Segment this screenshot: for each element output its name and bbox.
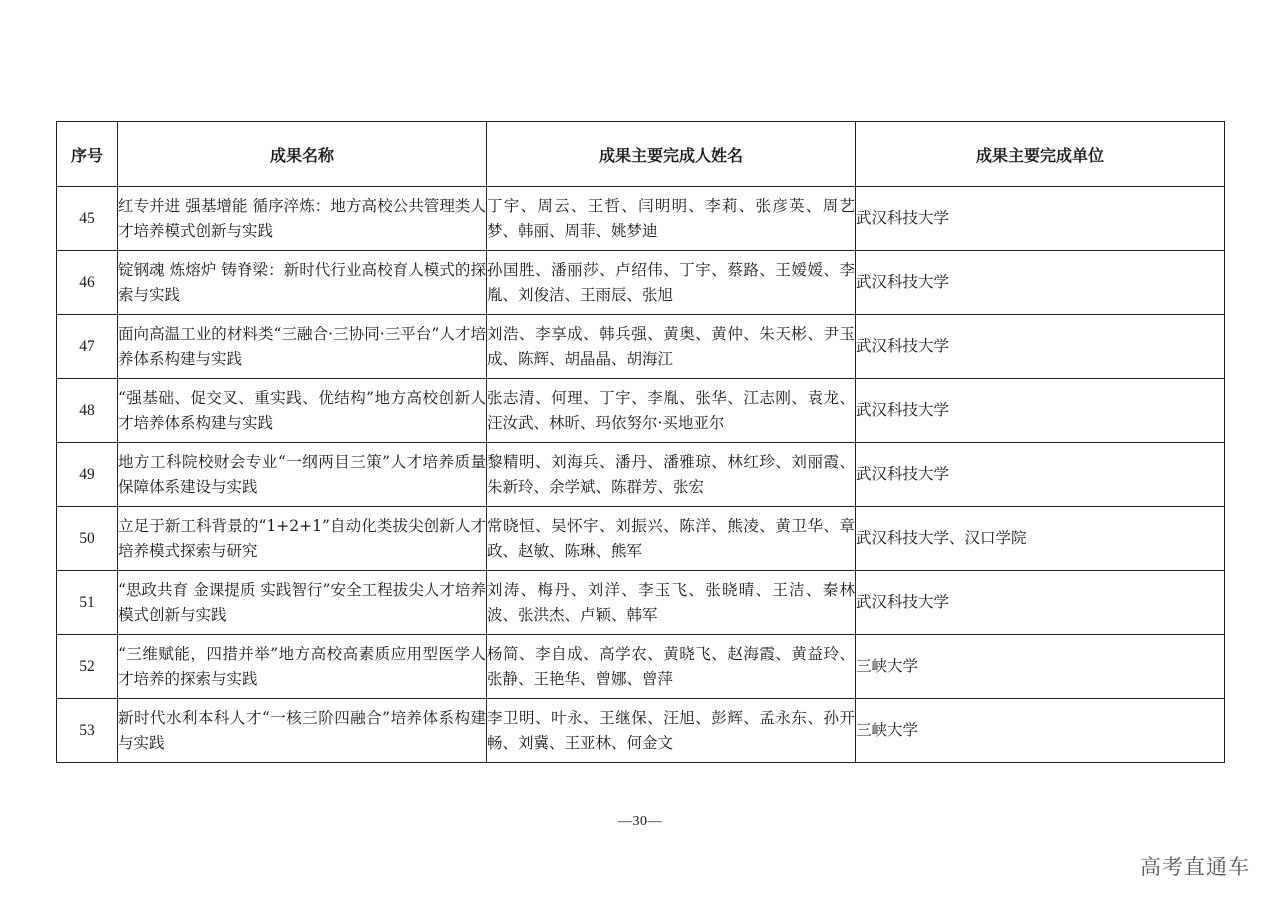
table-header-row (57, 122, 1225, 187)
row-achievement-name: 新时代水利本科人才“一核三阶四融合”培养体系构建与实践 (118, 699, 487, 763)
row-institution: 三峡大学 (856, 699, 1225, 763)
row-contributors: 刘涛、梅丹、刘洋、李玉飞、张晓晴、王洁、秦林波、张洪杰、卢颖、韩军 (487, 571, 856, 635)
row-index: 51 (57, 571, 118, 635)
row-achievement-name: 立足于新工科背景的“1+2+1”自动化类拔尖创新人才培养模式探索与研究 (118, 507, 487, 571)
row-achievement-name: 锭钢魂 炼熔炉 铸脊梁：新时代行业高校育人模式的探索与实践 (118, 251, 487, 315)
row-achievement-name: 地方工科院校财会专业“一纲两目三策”人才培养质量保障体系建设与实践 (118, 443, 487, 507)
table-row (57, 251, 1225, 315)
row-institution: 武汉科技大学 (856, 315, 1225, 379)
row-contributors: 黎精明、刘海兵、潘丹、潘雅琼、林红珍、刘丽霞、朱新玲、余学斌、陈群芳、张宏 (487, 443, 856, 507)
row-institution: 武汉科技大学 (856, 443, 1225, 507)
row-index: 52 (57, 635, 118, 699)
row-institution: 武汉科技大学 (856, 379, 1225, 443)
header-institution: 成果主要完成单位 (856, 122, 1225, 187)
row-contributors: 张志清、何理、丁宇、李胤、张华、江志刚、袁龙、汪汝武、林昕、玛依努尔·买地亚尔 (487, 379, 856, 443)
watermark-logo-text: 高考直通车 (1140, 855, 1250, 879)
header-achievement-name: 成果名称 (118, 122, 487, 187)
row-contributors: 孙国胜、潘丽莎、卢绍伟、丁宇、蔡路、王嫒嫒、李胤、刘俊洁、王雨辰、张旭 (487, 251, 856, 315)
row-contributors: 刘浩、李享成、韩兵强、黄奥、黄仲、朱天彬、尹玉成、陈辉、胡晶晶、胡海江 (487, 315, 856, 379)
table-row (57, 443, 1225, 507)
table-row (57, 635, 1225, 699)
table-row (57, 571, 1225, 635)
row-contributors: 丁宇、周云、王哲、闫明明、李莉、张彦英、周艺梦、韩丽、周菲、姚梦迪 (487, 187, 856, 251)
row-contributors: 杨简、李自成、高学农、黄晓飞、赵海霞、黄益玲、张静、王艳华、曾娜、曾萍 (487, 635, 856, 699)
results-table (56, 121, 1225, 763)
row-institution: 武汉科技大学 (856, 571, 1225, 635)
row-institution: 三峡大学 (856, 635, 1225, 699)
row-contributors: 李卫明、叶永、王继保、汪旭、彭辉、孟永东、孙开畅、刘冀、王亚林、何金文 (487, 699, 856, 763)
table-row (57, 507, 1225, 571)
row-contributors: 常晓恒、吴怀宇、刘振兴、陈洋、熊凌、黄卫华、章政、赵敏、陈琳、熊军 (487, 507, 856, 571)
row-achievement-name: “强基础、促交叉、重实践、优结构”地方高校创新人才培养体系构建与实践 (118, 379, 487, 443)
header-contributors: 成果主要完成人姓名 (487, 122, 856, 187)
row-index: 49 (57, 443, 118, 507)
table-row (57, 699, 1225, 763)
row-index: 45 (57, 187, 118, 251)
row-index: 53 (57, 699, 118, 763)
row-index: 48 (57, 379, 118, 443)
row-institution: 武汉科技大学 (856, 187, 1225, 251)
page-number: —30— (618, 814, 662, 829)
row-achievement-name: “三维赋能，四措并举”地方高校高素质应用型医学人才培养的探索与实践 (118, 635, 487, 699)
row-achievement-name: 红专并进 强基增能 循序淬炼：地方高校公共管理类人才培养模式创新与实践 (118, 187, 487, 251)
table-row (57, 187, 1225, 251)
table-row (57, 379, 1225, 443)
row-institution: 武汉科技大学、汉口学院 (856, 507, 1225, 571)
row-achievement-name: “思政共育 金课提质 实践智行”安全工程拔尖人才培养模式创新与实践 (118, 571, 487, 635)
row-achievement-name: 面向高温工业的材料类“三融合·三协同·三平台”人才培养体系构建与实践 (118, 315, 487, 379)
header-index: 序号 (57, 122, 118, 187)
row-index: 46 (57, 251, 118, 315)
row-index: 50 (57, 507, 118, 571)
row-index: 47 (57, 315, 118, 379)
row-institution: 武汉科技大学 (856, 251, 1225, 315)
table-row (57, 315, 1225, 379)
